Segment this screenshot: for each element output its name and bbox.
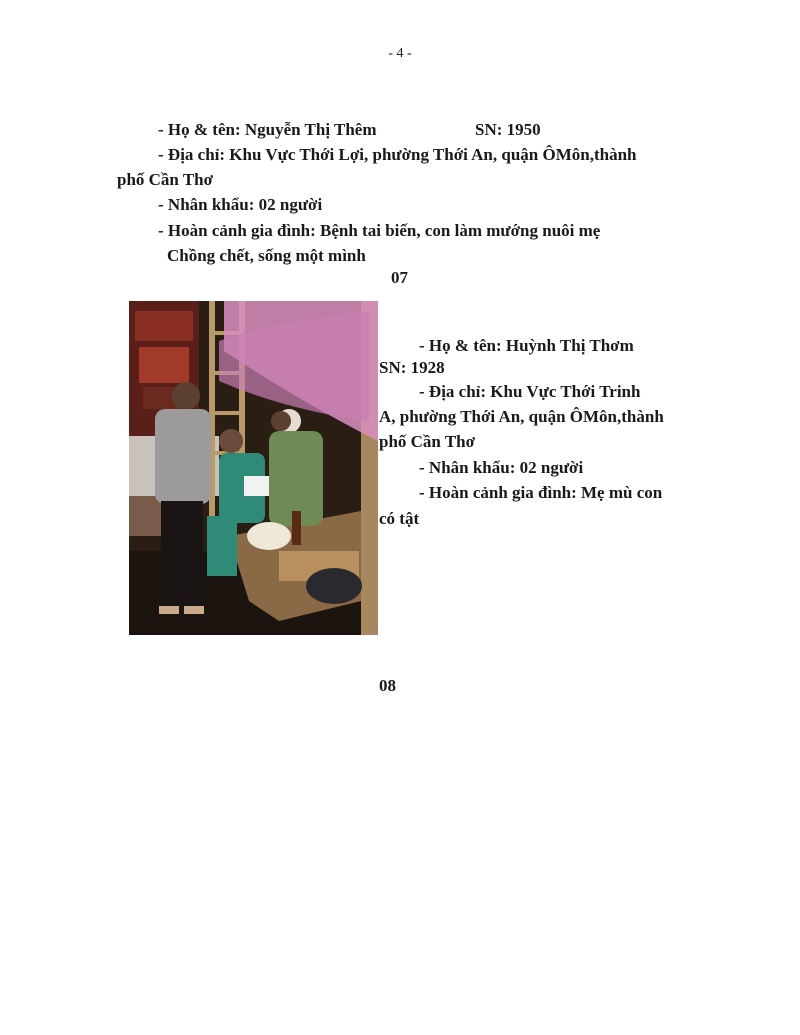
entry2-address-line3: phố Cần Thơ — [379, 432, 476, 451]
entry2-situation-line2: có tật — [379, 509, 420, 528]
entry1-name: - Họ & tên: Nguyễn Thị Thêm — [158, 120, 377, 139]
entry-number-07: 07 — [391, 268, 408, 287]
page-number: - 4 - — [388, 46, 412, 61]
entry-number-08: 08 — [379, 676, 396, 695]
entry2-birth: SN: 1928 — [379, 358, 445, 377]
entry2-situation-line1: - Hoàn cảnh gia đình: Mẹ mù con — [419, 483, 663, 502]
entry1-address-line1: - Địa chỉ: Khu Vực Thới Lợi, phường Thới An, quận ÔMôn,thành — [158, 145, 637, 164]
family-photo — [129, 301, 378, 635]
entry2-name: - Họ & tên: Huỳnh Thị Thơm — [419, 336, 634, 355]
family-photo-illustration — [129, 301, 378, 635]
entry1-situation-line1: - Hoàn cảnh gia đình: Bệnh tai biến, con làm mướng nuôi mẹ — [158, 221, 601, 240]
entry1-household: - Nhân khẩu: 02 người — [158, 195, 323, 214]
entry1-situation-line2: Chồng chết, sống một mình — [167, 246, 366, 265]
entry2-address-line1: - Địa chỉ: Khu Vực Thới Trinh — [419, 382, 641, 401]
entry2-household: - Nhân khẩu: 02 người — [419, 458, 584, 477]
entry1-address-line2: phố Cần Thơ — [117, 170, 214, 189]
entry1-birth: SN: 1950 — [475, 120, 541, 139]
entry2-address-line2: A, phường Thới An, quận ÔMôn,thành — [379, 407, 664, 426]
